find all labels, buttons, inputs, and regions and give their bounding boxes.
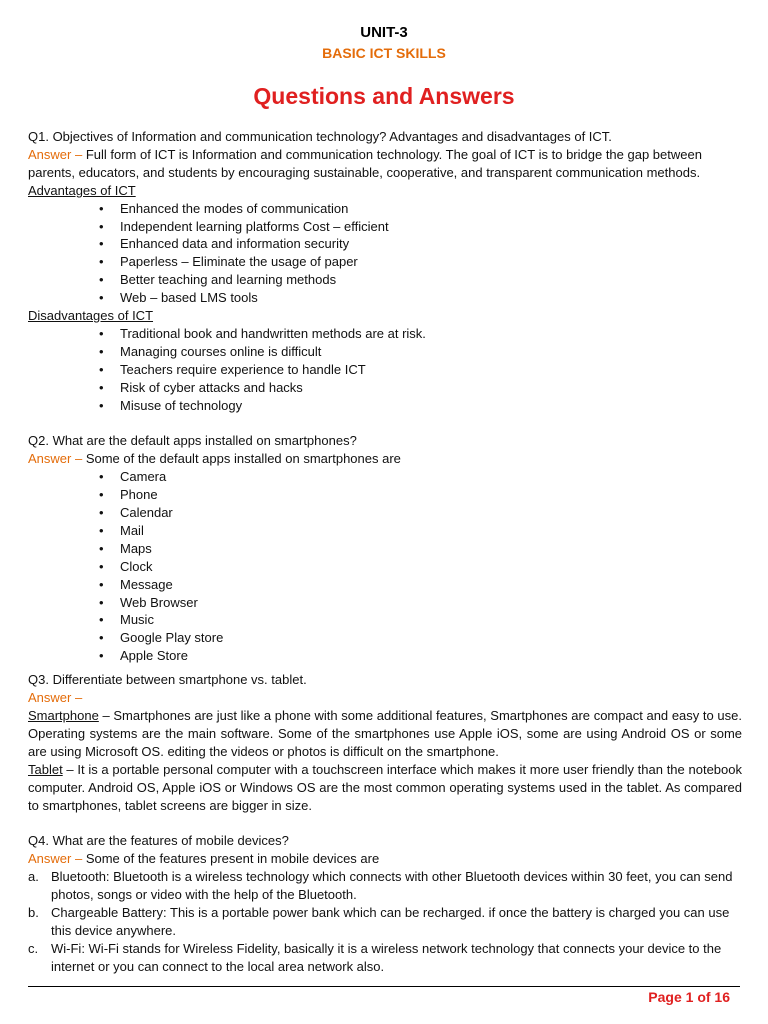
answer-label: Answer – — [28, 146, 83, 162]
list-item: • Message — [28, 576, 742, 594]
feature-text: Chargeable Battery: This is a portable power bank which can be recharged. if once the battery is charged you can use this device anywhere. — [51, 904, 730, 938]
smartphone-text: – Smartphones are just like a phone with some additional features, Smartphones are compact and easy to use. Operating systems are the main software. Some of the smartphones use Apple iOS, some are using Android OS or some are using Microsoft OS. editing the videos or photos is difficult on the smartphone. — [28, 707, 742, 759]
list-item: • Misuse of technology — [28, 397, 742, 415]
smartphone-term: Smartphone — [28, 707, 99, 723]
q3-question: Q3. Differentiate between smartphone vs. tablet. — [28, 672, 307, 688]
feature-text: Bluetooth: Bluetooth is a wireless technology which connects with other Bluetooth devices within 30 feet, you can send photos, songs or video with the help of the Bluetooth. — [51, 869, 733, 903]
disadvantages-heading: Disadvantages of ICT — [28, 308, 154, 324]
answer-label: Answer – — [28, 451, 83, 467]
list-item: • Camera — [28, 468, 742, 486]
list-item — [28, 940, 742, 976]
features-list — [28, 868, 742, 975]
feature-text: Wi-Fi: Wi-Fi stands for Wireless Fidelity, basically it is a wireless network technology that connects your device to the internet or you can connect to the local area network also. — [51, 940, 722, 974]
footer-rule — [28, 986, 740, 987]
q2-question: Q2. What are the default apps installed on smartphones? — [28, 433, 357, 449]
list-item: • Managing courses online is difficult — [28, 343, 742, 361]
q1-answer — [28, 146, 742, 182]
list-item: • Independent learning platforms Cost – efficient — [28, 218, 742, 236]
list-item: • Better teaching and learning methods — [28, 271, 742, 289]
list-item: • Mail — [28, 522, 742, 540]
list-item: • Google Play store — [28, 629, 742, 647]
q4-question: Q4. What are the features of mobile devices? — [28, 833, 289, 849]
list-item — [28, 868, 742, 904]
list-item: • Music — [28, 611, 742, 629]
q2-answer — [28, 450, 742, 468]
list-item: • Maps — [28, 540, 742, 558]
list-item: • Apple Store — [28, 647, 742, 665]
q3-answer-label: Answer – — [28, 690, 83, 706]
q1-question: Q1. Objectives of Information and communication technology? Advantages and disadvantages of ICT. — [28, 129, 612, 144]
list-item: • Clock — [28, 558, 742, 576]
list-item: • Phone — [28, 486, 742, 504]
answer-text: Some of the default apps installed on smartphones are — [82, 451, 401, 467]
page-number: Page 1 of 16 — [648, 989, 730, 1005]
subject-heading: BASIC ICT SKILLS — [322, 45, 446, 61]
list-item: • Traditional book and handwritten methods are at risk. — [28, 325, 742, 343]
advantages-heading: Advantages of ICT — [28, 182, 136, 198]
smartphone-paragraph — [28, 707, 742, 761]
list-item — [28, 904, 742, 940]
list-item: • Web – based LMS tools — [28, 289, 742, 307]
unit-heading: UNIT-3 — [360, 24, 408, 41]
list-item: • Risk of cyber attacks and hacks — [28, 379, 742, 397]
document-body — [28, 128, 742, 976]
answer-text: Full form of ICT is Information and communication technology. The goal of ICT is to bridge the gap between parents, educators, and students by encouraging sustainable, cooperative, and transparent communication methods. — [28, 146, 702, 180]
list-item: • Paperless – Eliminate the usage of paper — [28, 253, 742, 271]
tablet-term: Tablet — [28, 761, 63, 777]
tablet-text: – It is a portable personal computer with a touchscreen interface which makes it more user friendly than the notebook computer. Android OS, Apple iOS or Windows OS are the most common operating systems used in the tablet. As compared to smartphones, tablet screens are bigger in size. — [28, 761, 742, 813]
list-marker: a. — [28, 869, 39, 885]
q4-answer — [28, 850, 742, 868]
list-item: • Enhanced data and information security — [28, 235, 742, 253]
disadvantages-list — [28, 325, 742, 415]
list-marker: b. — [28, 904, 39, 920]
page-title: Questions and Answers — [253, 83, 515, 109]
list-item: • Calendar — [28, 504, 742, 522]
advantages-list — [28, 200, 742, 307]
answer-label: Answer – — [28, 851, 83, 867]
list-marker: c. — [28, 940, 39, 956]
list-item: • Web Browser — [28, 594, 742, 612]
tablet-paragraph — [28, 761, 742, 815]
list-item: • Enhanced the modes of communication — [28, 200, 742, 218]
apps-list — [28, 468, 742, 665]
list-item: • Teachers require experience to handle ICT — [28, 361, 742, 379]
answer-text: Some of the features present in mobile devices are — [82, 851, 380, 867]
